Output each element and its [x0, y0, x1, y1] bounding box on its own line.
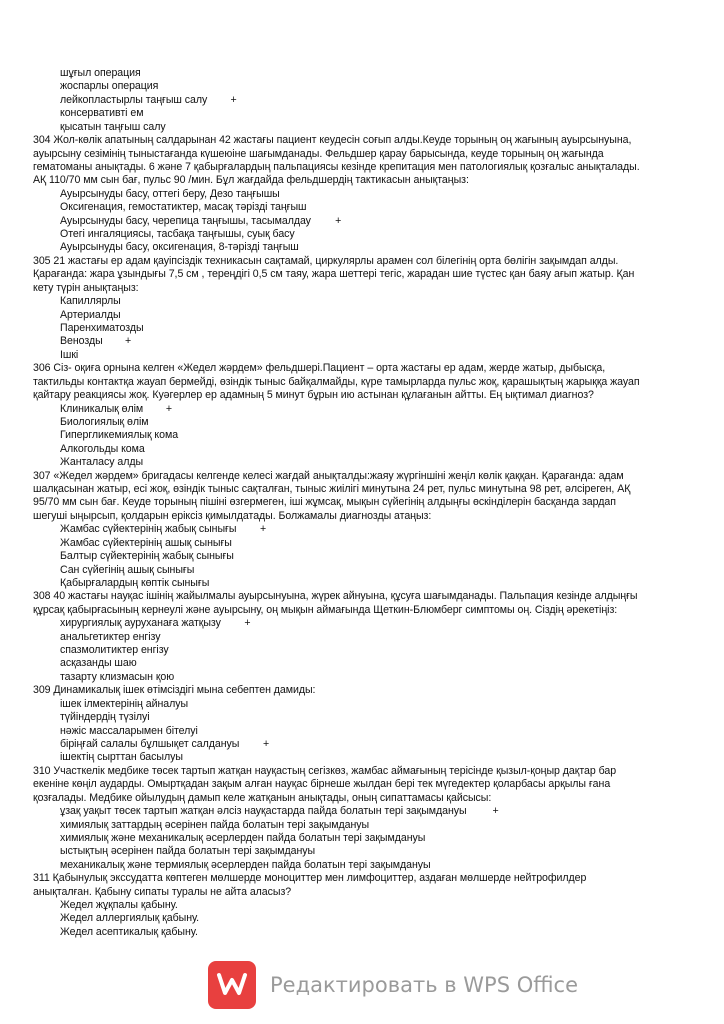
answer-option: Жедел жұқпалы қабыну.: [60, 899, 178, 912]
answer-option: асқазанды шаю: [60, 657, 137, 670]
answer-option: ыстықтың әсерінен пайда болатын тері зақымдануы: [60, 845, 316, 858]
answer-option: түйіндердің түзілуі: [60, 711, 150, 724]
answer-option: тазарту клизмасын қою: [60, 670, 175, 683]
answer-option: Ауырсынуды басу, оттегі беру, Дезо таңғышы: [60, 187, 280, 200]
answer-option: лейкопластырлы таңғыш салу: [60, 93, 208, 106]
answer-option: Ауырсынуды басу, черепица таңғышы, тасымалдау: [60, 214, 311, 227]
question-text: 310 Участкелік медбике төсек тартып жатқан науқастың сегізкөз, жамбас аймағының терісінде қызыл-қоңыр дақтар бар: [33, 764, 617, 777]
correct-answer-mark: +: [260, 523, 267, 536]
question-text-continued: 95/70 мм сын бағ. Кеуде торының пішіні өзгермеген, іші жұмсақ, мықын сүйегінің алдыңғы өскінділерін басқанда зардап: [33, 496, 616, 509]
question-text: 308 40 жастағы науқас ішінің жайылмалы ауырсынуына, жүрек айнуына, құсуға шағымданады. Пальпация кезінде алдыңғы: [33, 590, 638, 603]
question-text-continued: гематоманы анықтады. 6 және 7 қабырғалардың пальпациясы кезінде крепитация мен патологиялық қозғалыс анықталады.: [33, 160, 640, 173]
answer-option: қысатын таңғыш салу: [60, 120, 166, 133]
answer-option: Сан сүйегінің ашық сынығы: [60, 563, 195, 576]
question-text: 304 Жол-көлік апатының салдарынан 42 жастағы пациент кеудесін соғып алды.Кеуде торының оң жағының ауырсынуына,: [33, 134, 632, 147]
answer-option: Жанталасу алды: [60, 456, 144, 469]
correct-answer-mark: +: [230, 93, 237, 106]
question-text: 306 Сіз- оқиға орнына келген «Жедел жәрдем» фельдшері.Пациент – орта жастағы ер адам, жерде жатыр, дыбысқа,: [33, 362, 606, 375]
answer-option: жоспарлы операция: [60, 80, 159, 93]
answer-option: ұзақ уақыт төсек тартып жатқан әлсіз науқастарда пайда болатын тері зақымдануы: [60, 805, 467, 818]
answer-option: Ішкі: [60, 348, 79, 361]
answer-option: механикалық және термиялық әсерлерден пайда болатын тері зақымдануы: [60, 858, 431, 871]
answer-option: біріңғай салалы бұлшықет салдануы: [60, 738, 240, 750]
wps-edit-banner[interactable]: [208, 961, 579, 1009]
answer-option: шұғыл операция: [60, 67, 141, 79]
question-text-continued: қайтару реакциясы жоқ. Куәгерлер ер адамның 5 минут бұрын ию астынан құлағанын айтты. Ең ықтимал диагноз?: [33, 389, 594, 402]
answer-option: Жамбас сүйектерінің жабық сынығы: [60, 523, 237, 536]
question-text-continued: кету түрін анықтаңыз:: [33, 281, 139, 294]
question-text-continued: тактильды контактқа жауап бермейді, өзіндік тыныс байқалмайды, күре тамырларда пульс жоқ, қарашықтың жарыққа жауап: [33, 375, 640, 388]
answer-option: Артериалды: [60, 308, 121, 321]
answer-option: Жедел аллергиялық қабыну.: [60, 912, 200, 925]
question-text: 311 Қабынулық экссудатта көптеген мөлшерде моноциттер мен лимфоциттер, аздаған мөлшерде нейтрофилдер: [33, 872, 587, 885]
answer-option: консервативті ем: [60, 107, 144, 120]
question-text-continued: шегуші ыңырсып, қолдарын еріксіз қимылдатады. Болжамалы диагнозды атаңыз:: [33, 509, 432, 522]
answer-option: Оксигенация, гемостатиктер, масақ тәрізді таңғыш: [60, 201, 307, 214]
answer-option: Жедел асептикалық қабыну.: [60, 925, 198, 938]
question-text: 309 Динамикалық ішек өтімсіздігі мына себептен дамиды:: [33, 684, 316, 697]
answer-option: хирургиялық ауруханаға жатқызу: [60, 617, 221, 630]
answer-option: химиялық заттардың әсерінен пайда болатын тері зақымдануы: [60, 818, 370, 831]
answer-option: Қабырғалардың көптік сынығы: [60, 576, 210, 589]
question-text-continued: қозғалады. Медбике ойылудың дамып келе жатқанын анықтады, оның сипаттамасы қайсысы:: [33, 791, 492, 804]
answer-option: нәжіс массаларымен бітелуі: [60, 724, 198, 737]
question-text-continued: екеніне көңіл аударды. Омыртқадан зақым алған науқас бірнеше жылдан бері тек мүгедектер қоларбасы арқылы ғана: [33, 778, 611, 791]
question-text-continued: Қарағанда: жара ұзындығы 7,5 см , тереңдігі 0,5 см таяу, жара шеттері тегіс, жарадан шие түстес қан баяу ағып жатыр. Қан: [33, 268, 635, 281]
answer-option: Венозды: [60, 335, 103, 348]
answer-option: Ауырсынуды басу, оксигенация, 8-тәрізді таңғыш: [60, 241, 299, 254]
correct-answer-mark: +: [244, 617, 251, 630]
answer-option: Алкогольды кома: [60, 442, 145, 455]
correct-answer-mark: +: [262, 738, 270, 750]
answer-option: ішектің сырттан басылуы: [60, 751, 183, 764]
question-text: 305 21 жастағы ер адам қауіпсіздік техникасын сақтамай, циркулярлы арамен сол білегінің орта бөлігін зақымдап алды.: [33, 254, 619, 267]
answer-option: Биологиялық өлім: [60, 415, 149, 428]
correct-answer-mark: +: [492, 805, 499, 818]
answer-option: Капиллярлы: [60, 295, 121, 308]
answer-option: Отегі ингаляциясы, тасбақа таңғышы, суық басу: [60, 228, 295, 241]
correct-answer-mark: +: [165, 402, 173, 415]
question-text-continued: құрсақ қабырғасының кернеулі және ауырсыну, оң мықын аймағында Щеткин-Блюмберг симптомы оң. Сіздің әрекетіңіз:: [33, 603, 618, 616]
question-text-continued: шалқасынан жатыр, есі жоқ, өзіндік тыныс сақталған, тыныс жиілігі минутына 24 рет, пульс минутына 98 рет, әлсіреген, АҚ: [33, 483, 631, 496]
wps-logo-icon: [208, 961, 256, 1009]
answer-option: ішек ілмектерінің айналуы: [60, 697, 189, 710]
answer-option: Гипергликемиялық кома: [60, 429, 179, 442]
answer-option: химиялық және механикалық әсерлерден пайда болатын тері зақымдануы: [60, 831, 426, 844]
answer-option: спазмолитиктер енгізу: [60, 644, 169, 657]
answer-option: Жамбас сүйектерінің ашық сынығы: [60, 536, 232, 549]
answer-option: Балтыр сүйектерінің жабық сынығы: [60, 550, 234, 563]
question-text: 307 «Жедел жәрдем» бригадасы келгенде келесі жағдай анықталды:жаяу жүргіншіні жеңіл көлік қаққан. Қарағанда: адам: [33, 469, 624, 482]
correct-answer-mark: +: [335, 214, 342, 227]
question-text-continued: анықталған. Қабыну сипаты туралы не айта аласыз?: [33, 885, 292, 898]
answer-option: анальгетиктер енгізу: [60, 630, 161, 643]
wps-edit-label: Редактировать в WPS Office: [270, 973, 579, 997]
correct-answer-mark: +: [125, 335, 132, 348]
question-text-continued: ауырсыну сезімінің тыныстағанда күшеюіне шағымданады. Фельдшер қарау барысында, кеуде торының оң жағында: [33, 147, 604, 160]
answer-option: Паренхиматозды: [60, 321, 144, 334]
question-text-continued: АҚ 110/70 мм сын бағ, пульс 90 /мин. Бұл жағдайда фельдшердің тактикасын анықтаңыз:: [33, 174, 469, 187]
answer-option: Клиникалық өлім: [60, 402, 144, 415]
